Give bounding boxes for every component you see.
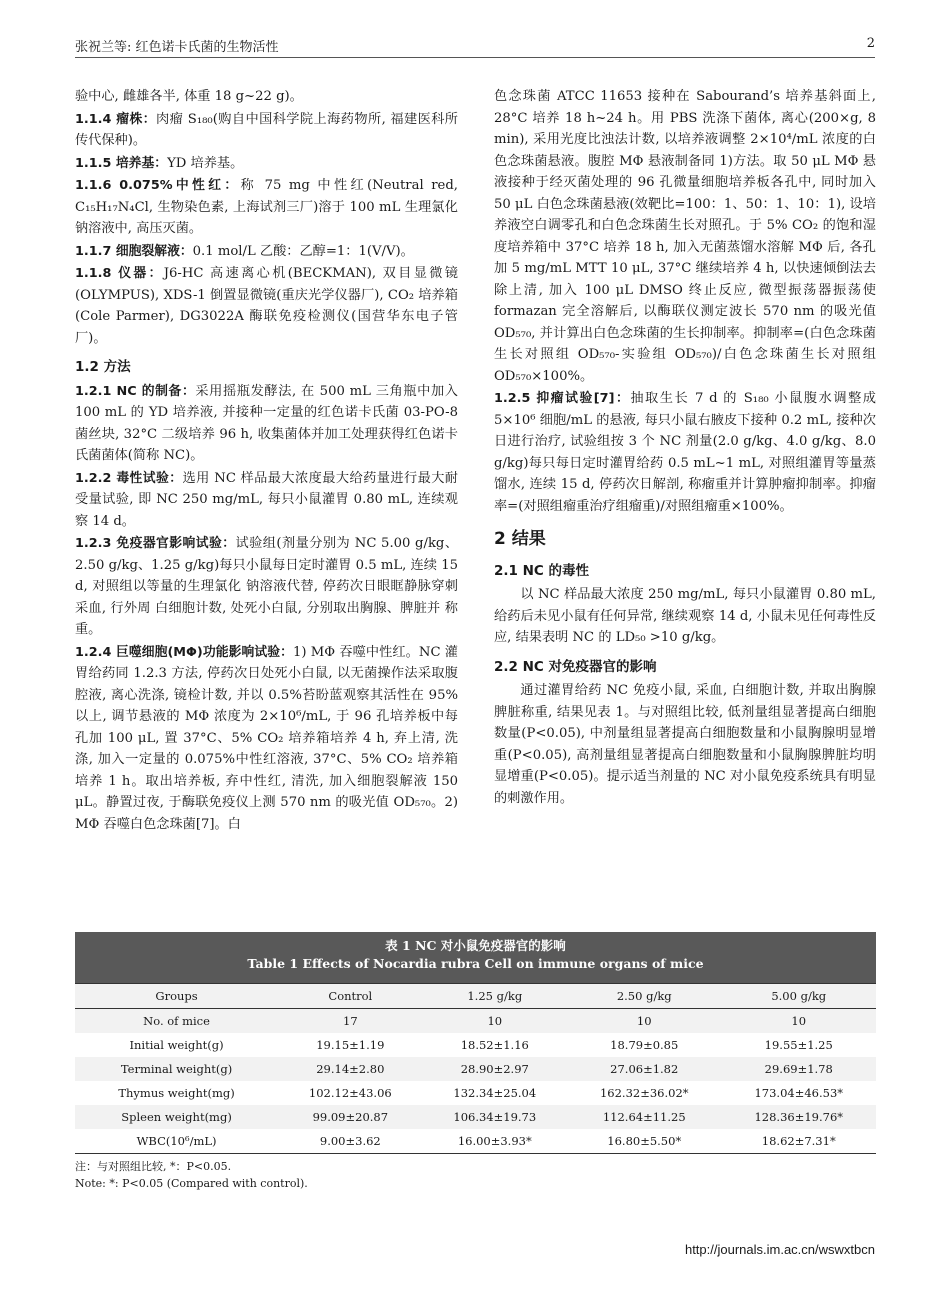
table-cell: Spleen weight(mg) xyxy=(75,1105,278,1129)
section-1-2-3 xyxy=(75,533,458,641)
table-cell: 28.90±2.97 xyxy=(423,1057,567,1081)
table-header-cell: Groups xyxy=(75,984,278,1009)
section-2-1-heading: 2.1 NC 的毒性 xyxy=(494,562,590,579)
table-cell: 18.79±0.85 xyxy=(610,1038,679,1052)
section-heading: 1.1.5 培养基： xyxy=(75,155,168,171)
section-body: YD 培养基。 xyxy=(167,155,244,171)
intro-paragraph: 验中心, 雌雄各半, 体重 18 g~22 g)。 xyxy=(75,89,303,104)
section-heading: 1.1.7 细胞裂解液： xyxy=(75,243,193,259)
table-header-cell: Control xyxy=(278,984,422,1009)
table-cell: 18.52±1.16 xyxy=(460,1038,529,1052)
table-cell: 99.09±20.87 xyxy=(278,1105,422,1129)
table-row xyxy=(75,1081,876,1105)
table-cell: Terminal weight(g) xyxy=(75,1057,278,1081)
table-cell: 16.00±3.93* xyxy=(423,1129,567,1154)
section-body: 选用 NC 样品最大浓度最大给药量进行最大耐受量试验, 即 NC 250 mg/mL, 每只小鼠灌胃 0.80 mL, 连续观察 14 d。 xyxy=(75,470,458,529)
table-header-cell: 1.25 g/kg xyxy=(423,984,567,1009)
table-row xyxy=(75,1129,876,1154)
table-1 xyxy=(75,932,876,1192)
table-cell: 173.04±46.53* xyxy=(754,1086,844,1100)
table-cell: 106.34±19.73 xyxy=(423,1105,567,1129)
table-cell: WBC(10⁶/mL) xyxy=(75,1129,278,1154)
table-note-cn: 注：与对照组比较, *：P<0.05. xyxy=(75,1160,232,1173)
section-2-heading: 2 结果 xyxy=(494,529,546,549)
left-column xyxy=(75,86,458,836)
section-1-1-8 xyxy=(75,263,458,349)
table-cell: 19.55±1.25 xyxy=(764,1038,833,1052)
section-heading: 1.2.5 抑瘤试验[7]： xyxy=(494,391,631,406)
table-caption-cn: 表 1 NC 对小鼠免疫器官的影响 xyxy=(385,938,566,953)
continued-paragraph: 色念珠菌 ATCC 11653 接种在 Sabourand’s 培养基斜面上, 28°C 培养 18 h~24 h。用 PBS 洗涤下菌体, 离心(200×g, 8 min), 采用光度比浊法计数, 以培养液调整 2×10⁴/mL 浓度的白色念珠菌悬液。腹腔 MΦ 悬液制备同 1)方法。取 50 μL MΦ 悬液接种于经灭菌处理的 96 孔微量细胞培养板各孔中, 同时加入 50 μL 白色念珠菌悬液(效靶比=100：1、50：1、10：1), 设培养液空白调零孔和白色念珠菌生长对照孔。于 5% CO₂ 的饱和湿度培养箱中 37°C 培养 18 h, 加入无菌蒸馏水溶解 MΦ 后, 各孔加 5 mg/mL MTT 10 μL, 37°C 继续培养 4 h, 以快速倾倒法去除上清, 加入 100 μL DMSO 终止反应, 微型振荡器振荡使 formazan 完全溶解后, 以酶联仪测定波长 570 nm 的吸光值 OD₅₇₀, 并计算出白色念珠菌的生长抑制率。抑制率=(白色念珠菌生长对照组 OD₅₇₀-实验组 OD₅₇₀)/白色念珠菌生长对照组 OD₅₇₀×100%。 xyxy=(494,89,876,384)
table-cell: Thymus weight(mg) xyxy=(118,1086,235,1100)
section-1-1-7 xyxy=(75,241,458,263)
section-heading: 1.2.2 毒性试验： xyxy=(75,470,183,486)
page-number: 2 xyxy=(866,36,875,51)
table-header-cell: 2.50 g/kg xyxy=(567,984,721,1009)
table-cell: 10 xyxy=(721,1009,876,1034)
running-title: 张祝兰等: 红色诺卡氏菌的生物活性 xyxy=(75,40,279,55)
table-header-row xyxy=(75,984,876,1009)
section-heading: 1.2.4 巨噬细胞(MΦ)功能影响试验： xyxy=(75,644,293,660)
section-body: J6-HC 高速离心机(BECKMAN), 双目显微镜(OLYMPUS), XDS-1 倒置显微镜(重庆光学仪器厂), CO₂ 培养箱(Cole Parmer), DG3022A 酶联免疫检测仪(国营华东电子管厂)。 xyxy=(75,266,458,346)
table-cell: 27.06±1.82 xyxy=(567,1057,721,1081)
header-rule xyxy=(75,57,875,58)
section-1-2-heading: 1.2 方法 xyxy=(75,359,131,375)
table-cell: 19.15±1.19 xyxy=(316,1038,385,1052)
section-heading: 1.1.4 瘤株： xyxy=(75,111,156,127)
section-2-2-body: 通过灌胃给药 NC 免疫小鼠, 采血, 白细胞计数, 并取出胸腺脾脏称重, 结果见表 1。与对照组比较, 低剂量组显著提高白细胞数量(P<0.05), 中剂量组显著提高白细胞数量和小鼠胸腺明显增重(P<0.05), 高剂量组显著提高白细胞数量和小鼠胸腺脾脏均明显增重(P<0.05)。提示适当剂量的 NC 对小鼠免疫系统具有明显的刺激作用。 xyxy=(494,683,876,806)
table-cell: 9.00±3.62 xyxy=(278,1129,422,1154)
table-header-cell: 5.00 g/kg xyxy=(721,984,876,1009)
section-body: 1) MΦ 吞噬中性红。NC 灌胃给药同 1.2.3 方法, 停药次日处死小白鼠, 以无菌操作法采取腹腔液, 离心洗涤, 镜检计数, 并以 0.5%苔盼蓝观察其活性在 95%以上, 调节悬液的 MΦ 浓度为 2×10⁶/mL, 于 96 孔培养板中每孔加 100 μL, 置 37°C、5% CO₂ 培养箱培养 4 h, 弃上清, 洗涤, 加入一定量的 0.075%中性红溶液, 37°C、5% CO₂ 培养箱培养 1 h。取出培养板, 弃中性红, 清洗, 加入细胞裂解液 150 μL。静置过夜, 于酶联免疫仪上测 570 nm 的吸光值 OD₅₇₀。2) MΦ 吞噬白色念珠菌[7]。白 xyxy=(75,644,458,832)
table-cell: 112.64±11.25 xyxy=(567,1105,721,1129)
table-cell: 29.14±2.80 xyxy=(278,1057,422,1081)
table-row xyxy=(75,1057,876,1081)
section-heading: 1.1.8 仪器： xyxy=(75,266,164,281)
table-cell: 10 xyxy=(423,1009,567,1034)
section-1-1-6 xyxy=(75,175,458,240)
table-row xyxy=(75,1105,876,1129)
footer-url: http://journals.im.ac.cn/wswxtbcn xyxy=(684,1242,875,1257)
table-row xyxy=(75,1033,876,1057)
section-1-2-4 xyxy=(75,642,458,836)
table-caption-en: Table 1 Effects of Nocardia rubra Cell on immune organs of mice xyxy=(247,956,704,971)
running-header xyxy=(75,36,875,56)
section-1-1-4 xyxy=(75,109,458,152)
table-cell: No. of mice xyxy=(75,1009,278,1034)
section-body: 称 75 mg 中性红(Neutral red, C₁₅H₁₇N₄Cl, 生物染色素, 上海试剂三厂)溶于 100 mL 生理氯化钠溶液中, 高压灭菌。 xyxy=(75,178,458,236)
table-caption xyxy=(75,932,876,983)
section-1-2-1 xyxy=(75,381,458,467)
table-cell: Initial weight(g) xyxy=(129,1038,224,1052)
table-cell: 128.36±19.76* xyxy=(721,1105,876,1129)
section-1-1-5 xyxy=(75,153,458,175)
data-table xyxy=(75,983,876,1154)
table-cell: 29.69±1.78 xyxy=(721,1057,876,1081)
table-cell: 132.34±25.04 xyxy=(453,1086,537,1100)
right-column xyxy=(494,86,876,810)
table-note-en: Note: *: P<0.05 (Compared with control). xyxy=(75,1177,308,1190)
section-body: 0.1 mol/L 乙酸：乙醇=1：1(V/V)。 xyxy=(192,243,414,259)
section-heading: 1.1.6 0.075%中性红： xyxy=(75,178,241,193)
section-body: 抽取生长 7 d 的 S₁₈₀ 小鼠腹水调整成 5×10⁶ 细胞/mL 的悬液, 每只小鼠右腋皮下接种 0.2 mL, 接种次日进行治疗, 试验组按 3 个 NC 剂量(2.0 g/kg、4.0 g/kg、8.0 g/kg)每只每日定时灌胃给药 0.5 mL~1 mL, 对照组灌胃等量蒸馏水, 连续 15 d, 停药次日解剖, 称瘤重并计算肿瘤抑制率。抑瘤率=(对照组瘤重治疗组瘤重)/对照组瘤重×100%。 xyxy=(494,391,876,514)
table-cell: 16.80±5.50* xyxy=(567,1129,721,1154)
section-heading: 1.2.1 NC 的制备： xyxy=(75,383,196,399)
table-cell: 18.62±7.31* xyxy=(721,1129,876,1154)
table-cell: 162.32±36.02* xyxy=(599,1086,689,1100)
section-1-2-5 xyxy=(494,388,876,517)
table-cell: 17 xyxy=(278,1009,422,1034)
section-1-2-2 xyxy=(75,468,458,533)
section-heading: 1.2.3 免疫器官影响试验： xyxy=(75,536,236,551)
section-body: 试验组(剂量分别为 NC 5.00 g/kg、2.50 g/kg、1.25 g/kg)每只小鼠每日定时灌胃 0.5 mL, 连续 15 d, 对照组以等量的生理氯化 钠溶液代替, 停药次日眼眶静脉穿刺采血, 行外周 白细胞计数, 处死小白鼠, 分别取出胸腺、脾脏并 称重。 xyxy=(75,536,459,637)
table-row xyxy=(75,1009,876,1034)
section-2-1-body: 以 NC 样品最大浓度 250 mg/mL, 每只小鼠灌胃 0.80 mL, 给药后未见小鼠有任何异常, 继续观察 14 d, 小鼠未见任何毒性反应, 结果表明 NC 的 LD₅₀ >10 g/kg。 xyxy=(494,587,876,645)
section-body: 肉瘤 S₁₈₀(购自中国科学院上海药物所, 福建医科所传代保种)。 xyxy=(75,111,458,148)
table-notes xyxy=(75,1158,876,1192)
table-cell: 10 xyxy=(567,1009,721,1034)
section-body: 采用摇瓶发酵法, 在 500 mL 三角瓶中加入 100 mL 的 YD 培养液, 并接种一定量的红色诺卡氏菌 03-PO-8 菌丝块, 32°C 二级培养 96 h, 收集菌体并加工处理获得红色诺卡氏菌菌体(简称 NC)。 xyxy=(75,383,458,463)
table-cell: 102.12±43.06 xyxy=(308,1086,392,1100)
section-2-2-heading: 2.2 NC 对免疫器官的影响 xyxy=(494,658,657,675)
